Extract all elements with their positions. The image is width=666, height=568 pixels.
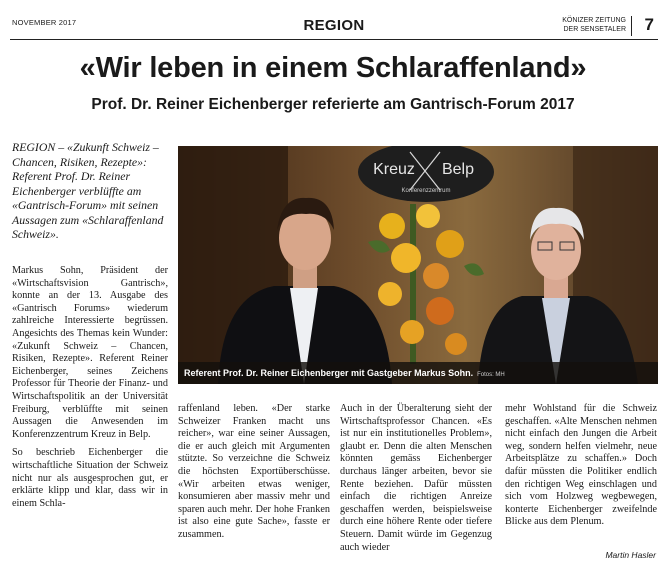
article-lead: REGION – «Zukunft Schweiz – Chancen, Risiken, Rezepte»: Referent Prof. Dr. Reiner Eichenberger verblüffte am «Gantrisch-Forum» mit seinen Aussagen zum «Schlaraffenland Schweiz». xyxy=(12,140,164,241)
publication-name-line-2: DER SENSETALER xyxy=(563,25,626,33)
text-column-4: mehr Wohlstand für die Schweiz geschaffen. «Alte Menschen nehmen nicht einfach den Jungen die Arbeit weg, sondern helfen vielmehr, neue Arbeitsplätze zu schaffen.» Doch dafür müssten die Politiker endlich den richtigen Weg einschlagen und sich vom Holzweg wegbewegen, konterte Eichenberger zweifelnde Blicke aus dem Plenum. xyxy=(505,403,657,528)
publication-name xyxy=(562,17,626,34)
sign-word-left: Kreuz xyxy=(373,161,415,178)
header-divider xyxy=(631,16,632,36)
photo-credit: Fotos: MH xyxy=(477,372,505,378)
page-number: 7 xyxy=(644,15,654,34)
text-column-3: Auch in der Überalterung sieht der Wirtschaftsprofessor Chancen. «Es ist nur ein institutionelles Problem», glaubt er. Denn die alten Menschen könnten gemäss Eichenberger durchaus länger arbeiten, bevor sie Rente beziehen. Dafür müssten einfach die richtigen Anreize geschaffen werden, beispielsweise durch eine höhere Rente oder tiefere Steuern. Damit würde im Gegenzug auch wieder xyxy=(340,403,492,553)
paragraph-1: Markus Sohn, Präsident der «Wirtschaftsvision Gantrisch», konnte an der 13. Ausgabe des «Gantrisch Forums» wiederum zahlreiche Interessierte begrüssen. Angesichts des Themas kein Wunder: «Zukunft Schweiz – Chancen, Risiken, Rezepte». Referent Reiner Eichenberger, seines Zeichens Professor für Theorie der Finanz- und Wirtschaftspolitik an der Universität Freiburg, verblüffte mit seinen Aussagen die Anwesenden im Konferenzzentrum Kreuz in Belp. xyxy=(12,265,168,440)
caption-text: Referent Prof. Dr. Reiner Eichenberger mit Gastgeber Markus Sohn. xyxy=(184,368,474,378)
page-header xyxy=(10,14,658,40)
author-byline: Martin Hasler xyxy=(605,550,656,560)
article-subhead: Prof. Dr. Reiner Eichenberger referierte am Gantrisch-Forum 2017 xyxy=(91,96,575,113)
issue-date: NOVEMBER 2017 xyxy=(12,18,77,27)
photo-caption xyxy=(178,362,658,384)
article-photo xyxy=(178,146,658,384)
article-headline: «Wir leben in einem Schlaraffenland» xyxy=(79,52,587,84)
paragraph-2: So beschrieb Eichenberger die wirtschaftliche Situation der Schweiz nicht nur als ausgesprochen gut, er erklärte klipp und klar, dass wir in einem Schla- xyxy=(12,447,168,509)
sign-subtitle: Konferenzzentrum xyxy=(401,188,451,194)
photo-illustration xyxy=(178,146,658,384)
publication-name-line-1: KÖNIZER ZEITUNG xyxy=(562,17,626,24)
section-title: REGION xyxy=(303,17,365,34)
sign-word-right: Belp xyxy=(441,161,475,178)
text-column-1 xyxy=(12,265,168,516)
text-column-2: raffenland leben. «Der starke Schweizer Franken macht uns reicher», war eine seiner Aussagen, die er auch gleich mit Argumenten stützte. So verzeichne die Schweiz die höchsten Exportüberschüsse. «Wir arbeiten etwas weniger, konsumieren aber massiv mehr und sparen auch mehr. Der hohe Franken ist also eine gute Sache», fasste er zusammen. xyxy=(178,403,330,540)
